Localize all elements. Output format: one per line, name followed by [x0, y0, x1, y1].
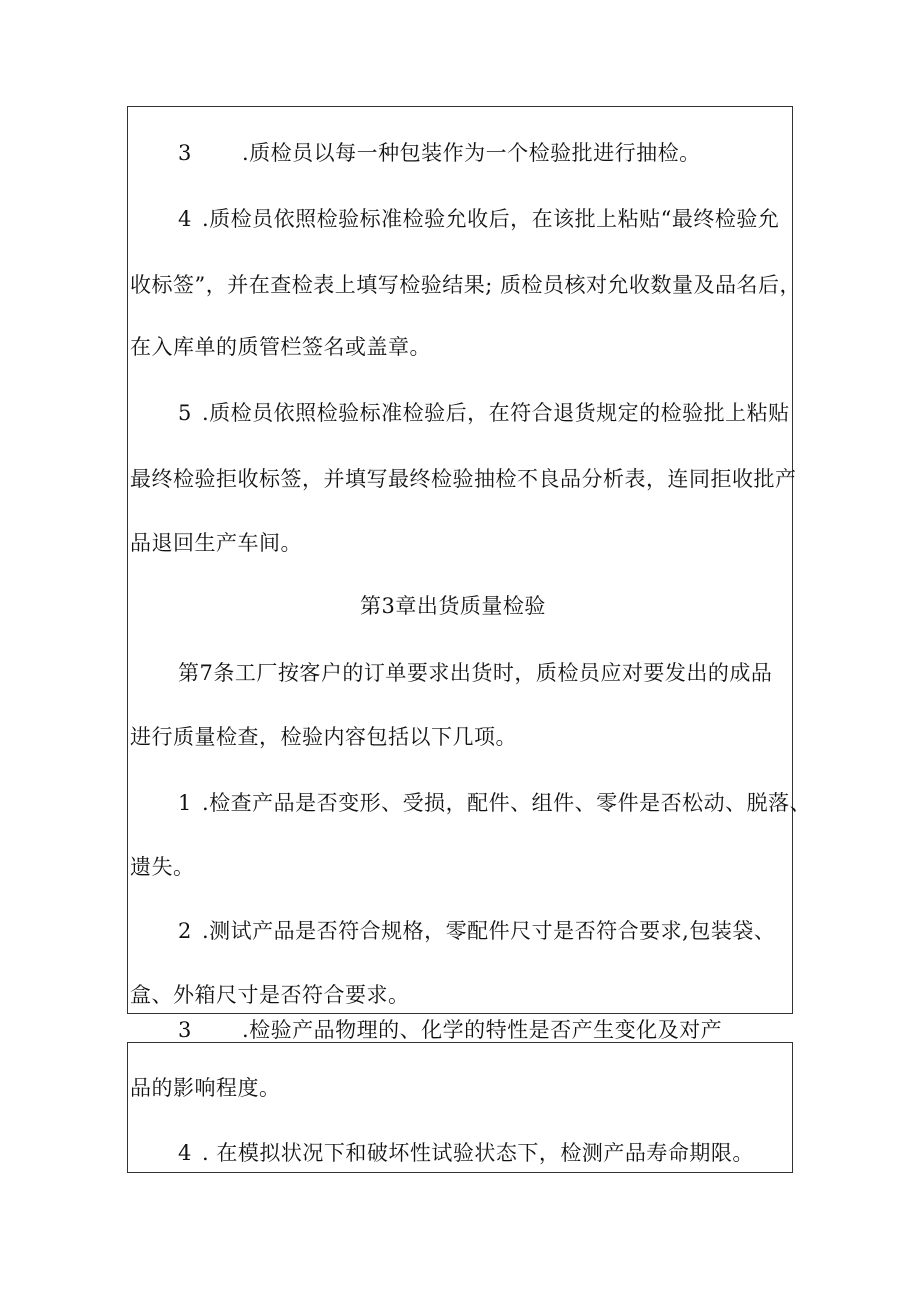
item-number: 2 [178, 919, 192, 943]
paragraph-item-5-line-3: 品退回生产车间。 [130, 531, 302, 555]
item-number: 1 [178, 791, 192, 815]
chapter-heading: 第3章出货质量检验 [360, 594, 546, 618]
item-text: .检验产品物理的、化学的特性是否产生变化及对产 [242, 1018, 723, 1042]
paragraph-b-item-1-line-2: 遗失。 [130, 855, 195, 879]
item-text: .检查产品是否变形、受损，配件、组件、零件是否松动、脱落、 [202, 791, 812, 815]
item-text: .测试产品是否符合规格，零配件尺寸是否符合要求,包装袋、 [202, 919, 776, 943]
paragraph-item-4-line-1 [178, 206, 779, 232]
item-number: 3 [178, 141, 192, 165]
paragraph-item-4-line-3: 在入库单的质管栏签名或盖章。 [130, 335, 431, 359]
paragraph-item-5-line-2: 最终检验拒收标签，并填写最终检验抽检不良品分析表，连同拒收批产 [130, 467, 797, 491]
content-frame-1 [127, 106, 793, 1014]
item-text: . 在模拟状况下和破坏性试验状态下，检测产品寿命期限。 [202, 1141, 754, 1165]
paragraph-b-item-2-line-1 [178, 918, 775, 944]
paragraph-b-item-3-line-2: 品的影响程度。 [130, 1076, 281, 1100]
item-text: .质检员依照检验标准检验后，在符合退货规定的检验批上粘贴 [202, 401, 790, 425]
paragraph-b-item-4 [178, 1140, 754, 1166]
article-7-line-1: 第7条工厂按客户的订单要求出货时，质检员应对要发出的成品 [178, 661, 773, 685]
paragraph-b-item-2-line-2: 盒、外箱尺寸是否符合要求。 [130, 983, 410, 1007]
paragraph-b-item-3-line-1 [178, 1017, 722, 1043]
item-text: .质检员依照检验标准检验允收后，在该批上粘贴“最终检验允 [202, 207, 780, 231]
paragraph-b-item-1-line-1 [178, 790, 811, 816]
item-number: 5 [178, 401, 192, 425]
item-text: .质检员以每一种包装作为一个检验批进行抽检。 [242, 141, 701, 165]
item-number: 3 [178, 1018, 192, 1042]
item-number: 4 [178, 1141, 192, 1165]
article-7-line-2: 进行质量检查，检验内容包括以下几项。 [130, 725, 517, 749]
paragraph-item-5-line-1 [178, 400, 790, 426]
item-number: 4 [178, 207, 192, 231]
paragraph-item-4-line-2: 收标签”，并在查检表上填写检验结果; 质检员核对允收数量及品名后， [130, 273, 801, 297]
paragraph-item-3 [178, 140, 701, 166]
